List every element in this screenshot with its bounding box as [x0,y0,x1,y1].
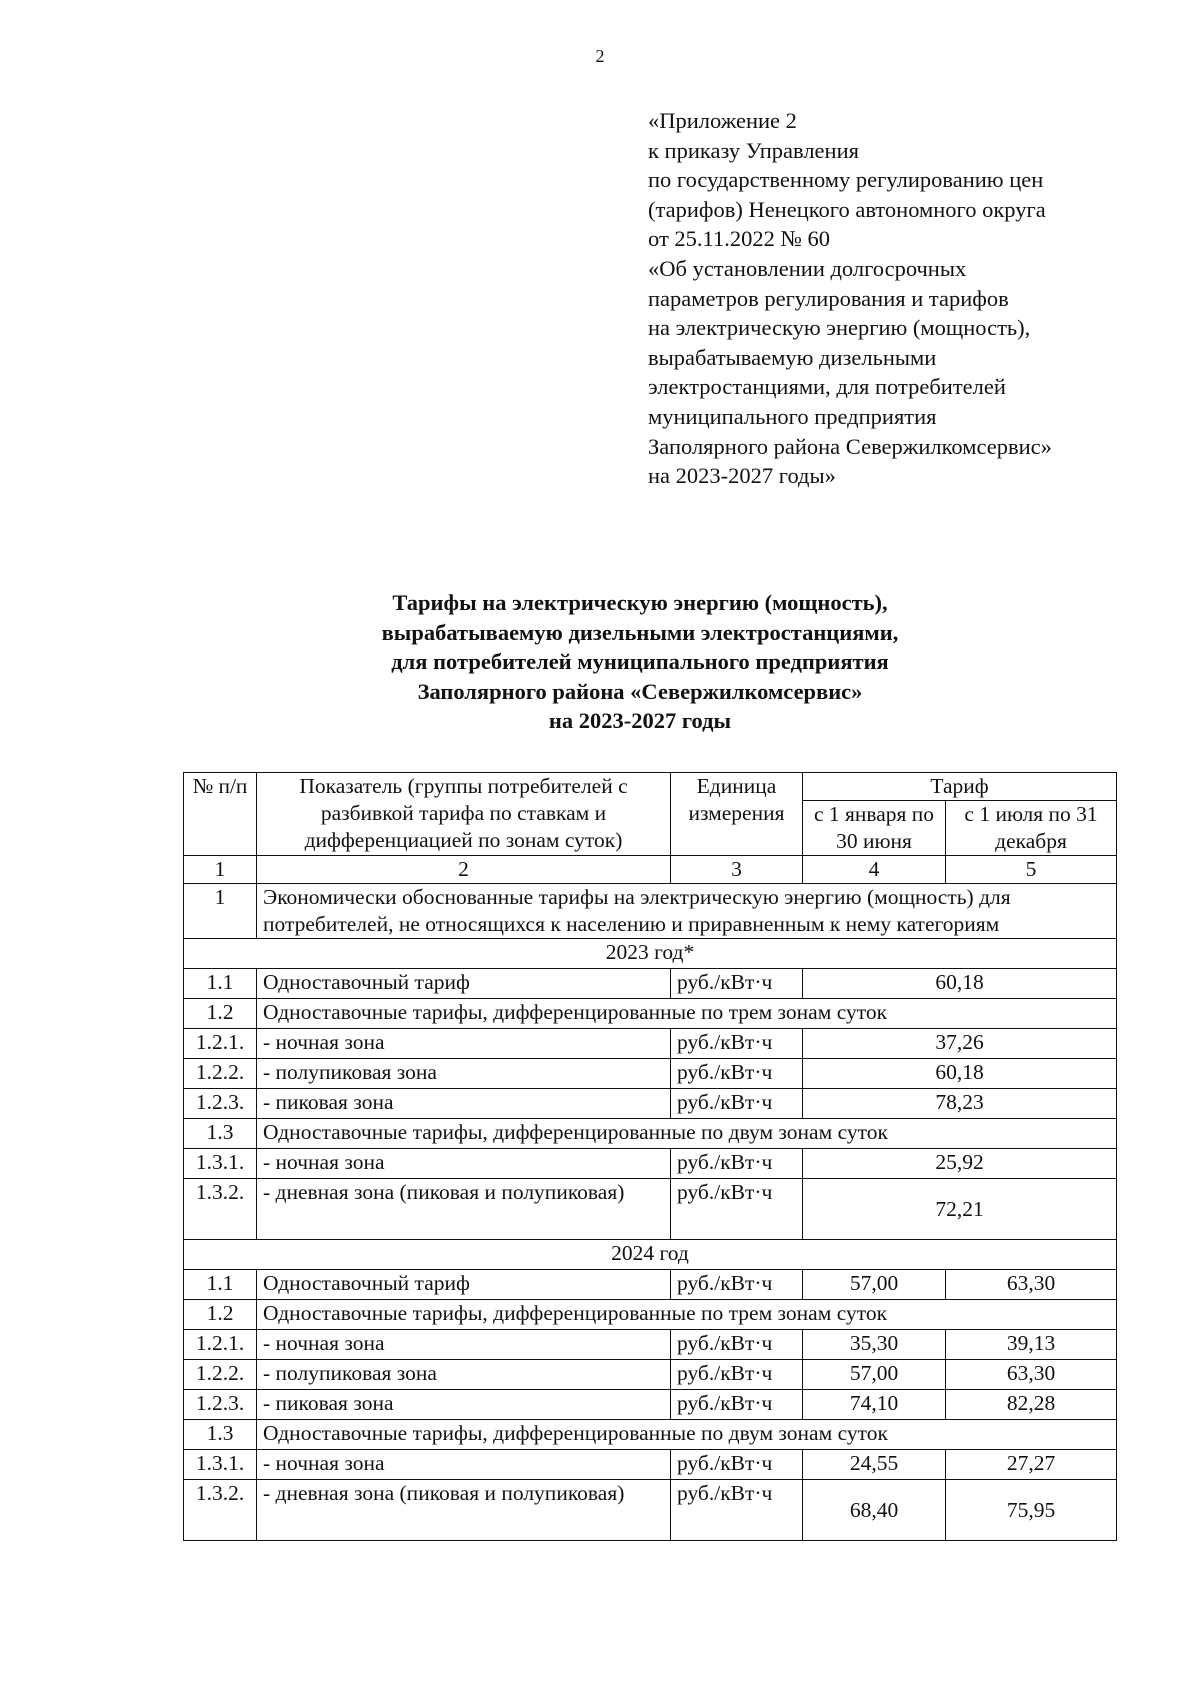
row-name: - полупиковая зона [257,1360,671,1390]
title-line: Тарифы на электрическую энергию (мощность), [392,590,888,615]
table-row [184,969,1117,999]
annex-line: (тарифов) Ненецкого автономного округа [648,196,1046,222]
row-num: 1.3.1. [184,1450,257,1480]
row-value-2: 39,13 [946,1330,1117,1360]
row-unit: руб./кВт·ч [671,969,803,999]
annex-block [648,106,1052,491]
table-row [184,1330,1117,1360]
row-name: - пиковая зона [257,1089,671,1119]
title-line: для потребителей муниципального предприятия [391,649,889,674]
row-num: 1.3.2. [184,1179,257,1240]
table-row [184,1149,1117,1179]
table-row [184,1450,1117,1480]
annex-line: муниципального предприятия [648,403,937,429]
section-text: Экономически обоснованные тарифы на электрическую энергию (мощность) для потребителей, не относящихся к населению и приравненным к нему категориям [257,884,1117,939]
table-row [184,1029,1117,1059]
row-unit: руб./кВт·ч [671,1330,803,1360]
row-value: 78,23 [803,1089,1117,1119]
row-value-1: 35,30 [803,1330,946,1360]
row-num: 1.1 [184,969,257,999]
row-value: 60,18 [803,1059,1117,1089]
column-number: 3 [671,856,803,884]
row-unit: руб./кВт·ч [671,1480,803,1541]
header-period-1: с 1 января по 30 июня [803,801,946,856]
table-row [184,1420,1117,1450]
row-value-2: 82,28 [946,1390,1117,1420]
column-number: 5 [946,856,1117,884]
title-line: вырабатываемую дизельными электростанциями, [381,619,899,645]
row-num: 1.3 [184,1420,257,1450]
row-num: 1.3.2. [184,1480,257,1541]
title-line: на 2023-2027 годы [548,708,732,733]
row-name: - полупиковая зона [257,1059,671,1089]
row-value-1: 57,00 [803,1270,946,1300]
row-name: - ночная зона [257,1330,671,1360]
row-unit: руб./кВт·ч [671,1390,803,1420]
table-row [184,1270,1117,1300]
row-num: 1.2.2. [184,1360,257,1390]
row-value-1: 68,40 [803,1480,946,1541]
row-name: - ночная зона [257,1029,671,1059]
year-label: 2023 год* [184,939,1117,969]
row-unit: руб./кВт·ч [671,1149,803,1179]
table-row [184,999,1117,1029]
table-row [184,1390,1117,1420]
row-name: Одноставочные тарифы, дифференцированные по трем зонам суток [257,999,1117,1029]
table-header-row [184,773,1117,801]
table-row [184,1179,1117,1240]
annex-line: электростанциями, для потребителей [648,374,1006,400]
header-unit: Единица измерения [671,773,803,856]
year-row [184,1240,1117,1270]
row-name: - дневная зона (пиковая и полупиковая) [257,1179,671,1240]
row-unit: руб./кВт·ч [671,1450,803,1480]
column-number: 4 [803,856,946,884]
row-name: Одноставочные тарифы, дифференцированные по двум зонам суток [257,1119,1117,1149]
section-row [184,884,1117,939]
annex-line: к приказу Управления [648,137,859,163]
table-row [184,1119,1117,1149]
row-num: 1.2.2. [184,1059,257,1089]
row-value: 72,21 [803,1179,1117,1240]
row-value-1: 74,10 [803,1390,946,1420]
table-row [184,1089,1117,1119]
row-value-1: 24,55 [803,1450,946,1480]
row-value: 37,26 [803,1029,1117,1059]
annex-line: вырабатываемую дизельными [648,344,937,370]
row-unit: руб./кВт·ч [671,1270,803,1300]
row-name: - пиковая зона [257,1390,671,1420]
row-num: 1.2 [184,999,257,1029]
annex-line: «Об установлении долгосрочных [648,255,967,281]
header-indicator: Показатель (группы потребителей с разбивкой тарифа по ставкам и дифференциацией по зонам суток) [257,773,671,856]
annex-line: «Приложение 2 [648,108,797,133]
row-name: Одноставочный тариф [257,1270,671,1300]
row-name: - ночная зона [257,1450,671,1480]
row-name: - дневная зона (пиковая и полупиковая) [257,1480,671,1541]
annex-line: от 25.11.2022 № 60 [648,226,831,252]
row-name: Одноставочные тарифы, дифференцированные по двум зонам суток [257,1420,1117,1450]
table-row [184,1480,1117,1541]
row-value-2: 63,30 [946,1360,1117,1390]
row-value-1: 57,00 [803,1360,946,1390]
column-number-row [184,856,1117,884]
row-num: 1.2.1. [184,1029,257,1059]
table-row [184,1360,1117,1390]
row-name: - ночная зона [257,1149,671,1179]
page-number: 2 [595,46,605,66]
annex-line: на 2023-2027 годы» [648,463,836,489]
row-num: 1.3 [184,1119,257,1149]
row-num: 1.1 [184,1270,257,1300]
year-row [184,939,1117,969]
column-number: 1 [184,856,257,884]
row-unit: руб./кВт·ч [671,1360,803,1390]
row-value: 60,18 [803,969,1117,999]
table-row [184,1059,1117,1089]
annex-line: по государственному регулированию цен [648,167,1044,193]
document-title [0,588,1200,736]
row-unit: руб./кВт·ч [671,1059,803,1089]
row-num: 1.2.3. [184,1089,257,1119]
column-number: 2 [257,856,671,884]
row-unit: руб./кВт·ч [671,1089,803,1119]
row-value: 25,92 [803,1149,1117,1179]
header-period-2: с 1 июля по 31 декабря [946,801,1117,856]
year-label: 2024 год [184,1240,1117,1270]
table-row [184,1300,1117,1330]
title-line: Заполярного района «Севержилкомсервис» [417,678,863,704]
row-value-2: 75,95 [946,1480,1117,1541]
row-num: 1.2 [184,1300,257,1330]
row-unit: руб./кВт·ч [671,1179,803,1240]
annex-line: параметров регулирования и тарифов [648,285,1009,311]
row-num: 1.2.1. [184,1330,257,1360]
row-unit: руб./кВт·ч [671,1029,803,1059]
section-num: 1 [184,884,257,939]
tariff-table [183,772,1117,1541]
annex-line: Заполярного района Севержилкомсервис» [648,433,1052,459]
header-tariff: Тариф [803,773,1117,801]
annex-line: на электрическую энергию (мощность), [648,315,1031,341]
row-name: Одноставочные тарифы, дифференцированные по трем зонам суток [257,1300,1117,1330]
row-value-2: 27,27 [946,1450,1117,1480]
row-num: 1.2.3. [184,1390,257,1420]
row-name: Одноставочный тариф [257,969,671,999]
header-num: № п/п [184,773,257,856]
row-value-2: 63,30 [946,1270,1117,1300]
row-num: 1.3.1. [184,1149,257,1179]
